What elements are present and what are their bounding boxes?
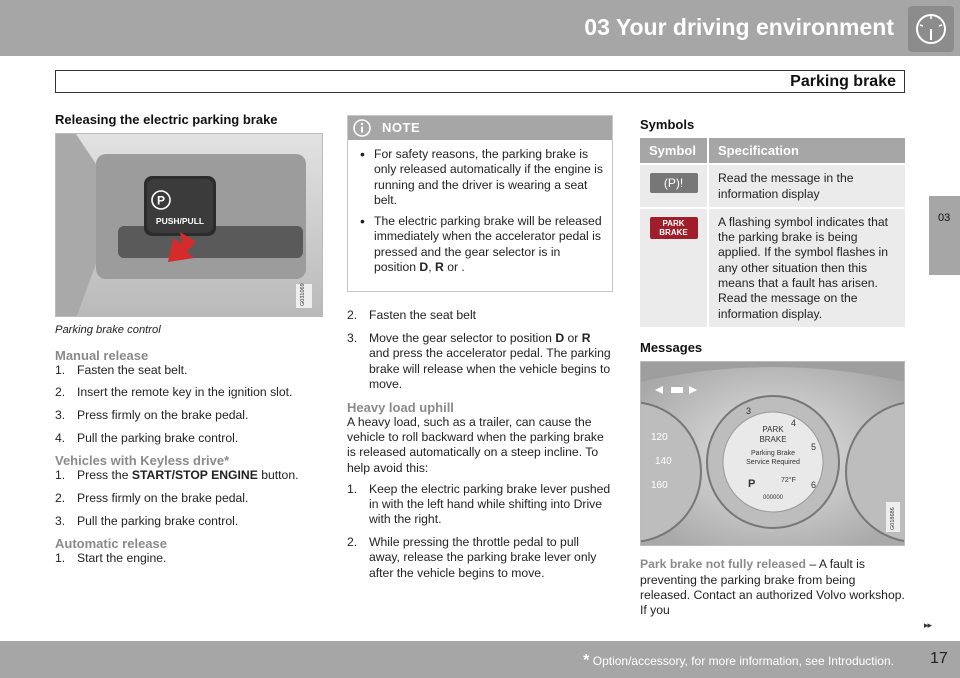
heavy-load-paragraph: A heavy load, such as a trailer, can cause the vehicle to roll backward when the parking brake is released automatically on a steep incline. To help avoid this:: [347, 414, 604, 475]
note-bullets: [348, 147, 612, 275]
dash-odometer: 000000: [762, 495, 784, 502]
page-number: 17: [930, 650, 948, 667]
note-label: NOTE: [382, 120, 421, 135]
heavy-load-heading: Heavy load uphill: [347, 399, 454, 415]
list-item: 2. Press firmly on the brake pedal.: [55, 491, 249, 506]
svg-text:5: 5: [811, 442, 817, 453]
list-item: 1. Press the START/STOP ENGINE button.: [55, 468, 299, 483]
chapter-tab-label: 03: [938, 212, 951, 224]
button-label: PUSH/PULL: [155, 216, 205, 227]
svg-text:4: 4: [791, 418, 797, 429]
table-row: [640, 164, 905, 208]
chapter-tab[interactable]: [929, 196, 960, 275]
table-header-symbol: Symbol: [640, 138, 708, 164]
keyless-steps: [55, 468, 323, 529]
list-item: 3. Move the gear selector to position D or R and press the accelerator pedal. The parking brake will release when the vehicle begins to move.: [347, 331, 611, 391]
dash-line4: Service Required: [746, 459, 800, 467]
park-brake-icon: PARK BRAKE: [650, 217, 698, 239]
automatic-heading: Automatic release: [55, 536, 167, 552]
dash-gear: P: [748, 478, 756, 491]
dash-line1: PARK: [762, 425, 784, 435]
note-header: [348, 116, 612, 140]
list-item: 2. Insert the remote key in the ignition slot.: [55, 385, 293, 400]
footnote: * Option/accessory, for more information, see Introduction.: [583, 652, 894, 669]
dash-line2: BRAKE: [759, 435, 787, 445]
list-item: 2. Fasten the seat belt: [347, 308, 477, 323]
header-band: [0, 0, 960, 56]
list-item: 4. Pull the parking brake control.: [55, 430, 239, 445]
list-item: 2. While pressing the throttle pedal to pull away, release the parking brake lever only after the vehicle begins to move.: [347, 535, 597, 580]
park-brake-warning-icon: (P)!: [650, 173, 698, 193]
button-symbol: P: [156, 193, 166, 208]
list-item: 3. Press firmly on the brake pedal.: [55, 407, 249, 422]
svg-text:140: 140: [655, 456, 672, 468]
photo-caption: Parking brake control: [55, 324, 161, 337]
svg-text:160: 160: [651, 480, 668, 492]
list-item: 1. Start the engine.: [55, 551, 167, 566]
automatic-steps: [55, 551, 323, 566]
dash-temp: 72°F: [781, 477, 796, 485]
symbols-table: [640, 138, 905, 327]
middle-column: [347, 115, 613, 588]
parking-brake-photo: [55, 133, 323, 317]
svg-text:120: 120: [651, 432, 668, 444]
list-item: 1. Fasten the seat belt.: [55, 362, 188, 377]
svg-text:3: 3: [746, 406, 752, 417]
heavy-load-steps: [347, 482, 613, 581]
dash-code: G018686: [890, 507, 896, 531]
continue-arrows-icon: ▸▸: [924, 620, 932, 630]
message-paragraph: Park brake not fully released – A fault is preventing the parking brake from being released. Contact an authorized Volvo workshop. If you: [640, 557, 905, 618]
note-box: [347, 115, 613, 292]
footer-band: [0, 641, 960, 678]
table-row: [640, 208, 905, 327]
keyless-heading: Vehicles with Keyless drive*: [55, 453, 230, 469]
release-heading: Releasing the electric parking brake: [55, 112, 278, 127]
continued-steps: [347, 308, 613, 392]
manual-steps: [55, 363, 323, 446]
chapter-title: 03 Your driving environment: [584, 14, 894, 40]
table-cell: Read the message in the information display: [708, 164, 905, 208]
dash-line3: Parking Brake: [751, 450, 795, 458]
svg-text:6: 6: [811, 480, 817, 491]
gauge-icon: [908, 6, 954, 52]
table-header-spec: Specification: [708, 138, 905, 164]
manual-release-heading: Manual release: [55, 347, 149, 363]
photo-code: G031069: [300, 283, 306, 307]
left-column: [55, 112, 323, 574]
symbols-heading: Symbols: [640, 117, 695, 132]
list-item: • The electric parking brake will be released immediately when the accelerator pedal is pressed and the gear selector is in position D, R or .: [348, 214, 612, 275]
list-item: 3. Pull the parking brake control.: [55, 513, 239, 528]
list-item: • For safety reasons, the parking brake is only released automatically if the engine is running and the driver is wearing a seat belt.: [348, 147, 612, 208]
section-title: Parking brake: [790, 73, 896, 90]
info-icon: [352, 119, 372, 137]
right-column: [640, 117, 905, 618]
section-bar: [55, 70, 905, 93]
dashboard-photo: [640, 361, 905, 546]
list-item: 1. Keep the electric parking brake lever pushed in with the left hand while shifting into Drive with the right.: [347, 481, 611, 527]
table-cell: A flashing symbol indicates that the parking brake is being applied. If the symbol flashes in any other situation then this means that a fault has arisen. Read the message on the information display.: [708, 208, 905, 327]
messages-heading: Messages: [640, 339, 703, 355]
